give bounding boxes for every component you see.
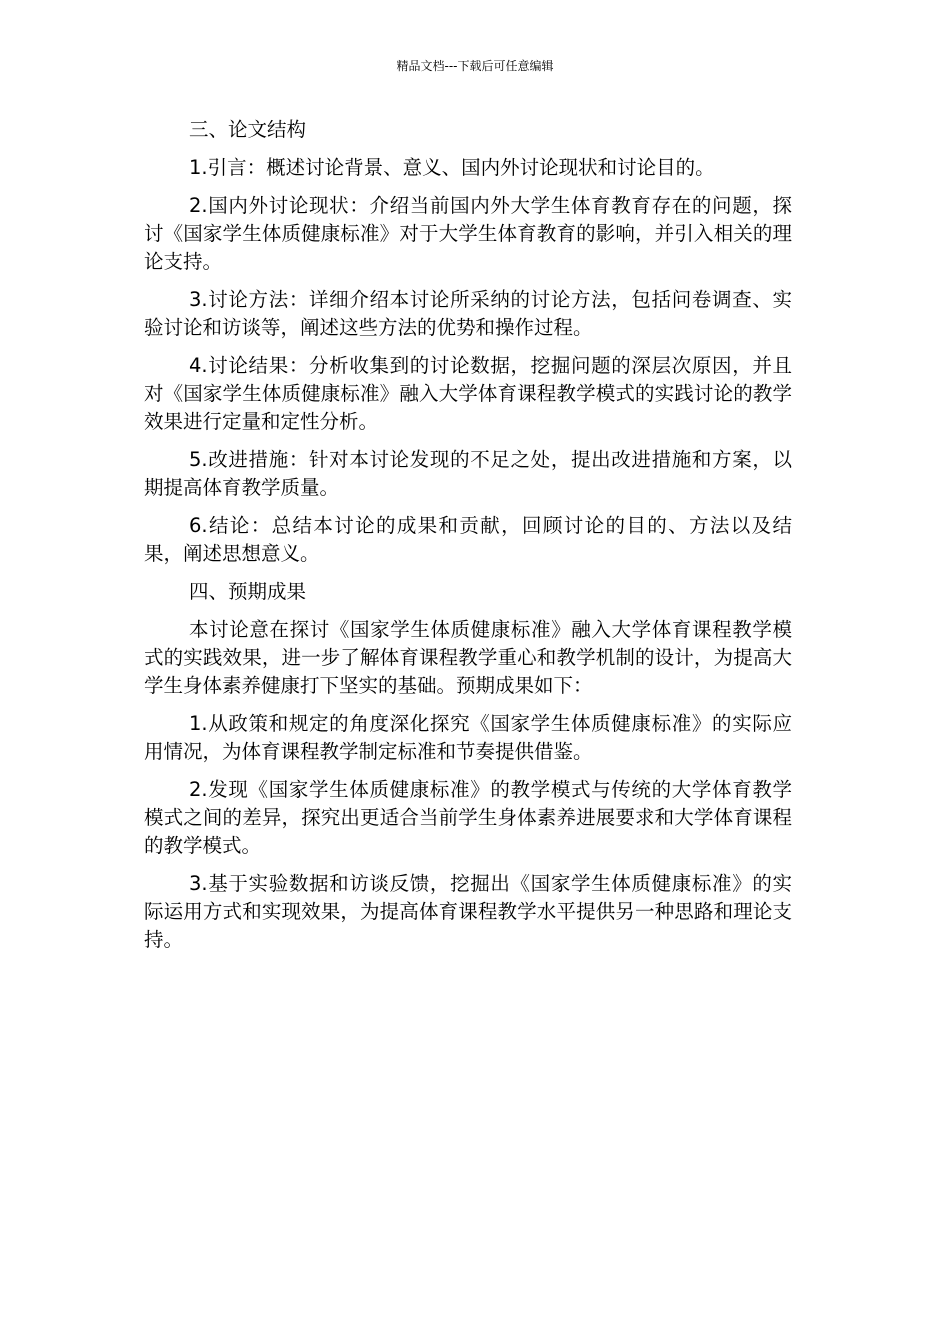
paragraph-conclusion: 6.结论：总结本讨论的成果和贡献，回顾讨论的目的、方法以及结果，阐述思想意义。 xyxy=(144,514,792,565)
paragraph-expected-intro: 本讨论意在探讨《国家学生体质健康标准》融入大学体育课程教学模式的实践效果，进一步了解体育课程教学重心和教学机制的设计，为提高大学生身体素养健康打下坚实的基础。预期成果如下： xyxy=(144,618,792,697)
paragraph-research-methods: 3.讨论方法：详细介绍本讨论所采纳的讨论方法，包括问卷调查、实验讨论和访谈等，阐述这些方法的优势和操作过程。 xyxy=(144,288,792,339)
paragraph-expected-item-3: 3.基于实验数据和访谈反馈，挖掘出《国家学生体质健康标准》的实际运用方式和实现效果，为提高体育课程教学水平提供另一种思路和理论支持。 xyxy=(144,872,792,951)
paragraph-research-results: 4.讨论结果：分析收集到的讨论数据，挖掘问题的深层次原因，并且对《国家学生体质健康标准》融入大学体育课程教学模式的实践讨论的教学效果进行定量和定性分析。 xyxy=(144,354,792,433)
paragraph-expected-item-2: 2.发现《国家学生体质健康标准》的教学模式与传统的大学体育教学模式之间的差异，探究出更适合当前学生身体素养进展要求和大学体育课程的教学模式。 xyxy=(144,778,792,857)
section-heading-paper-structure: 三、论文结构 xyxy=(189,118,307,141)
document-body xyxy=(144,116,792,964)
paragraph-research-status: 2.国内外讨论现状：介绍当前国内外大学生体育教育存在的问题，探讨《国家学生体质健康标准》对于大学生体育教育的影响，并引入相关的理论支持。 xyxy=(144,194,792,273)
paragraph-introduction: 1.引言：概述讨论背景、意义、国内外讨论现状和讨论目的。 xyxy=(189,156,715,179)
paragraph-expected-item-1: 1.从政策和规定的角度深化探究《国家学生体质健康标准》的实际应用情况，为体育课程教学制定标准和节奏提供借鉴。 xyxy=(144,712,792,763)
section-heading-expected-results: 四、预期成果 xyxy=(189,580,307,603)
paragraph-improvement-measures: 5.改进措施：针对本讨论发现的不足之处，提出改进措施和方案，以期提高体育教学质量。 xyxy=(144,448,792,499)
page-header: 精品文档---下载后可任意编辑 xyxy=(396,59,554,73)
